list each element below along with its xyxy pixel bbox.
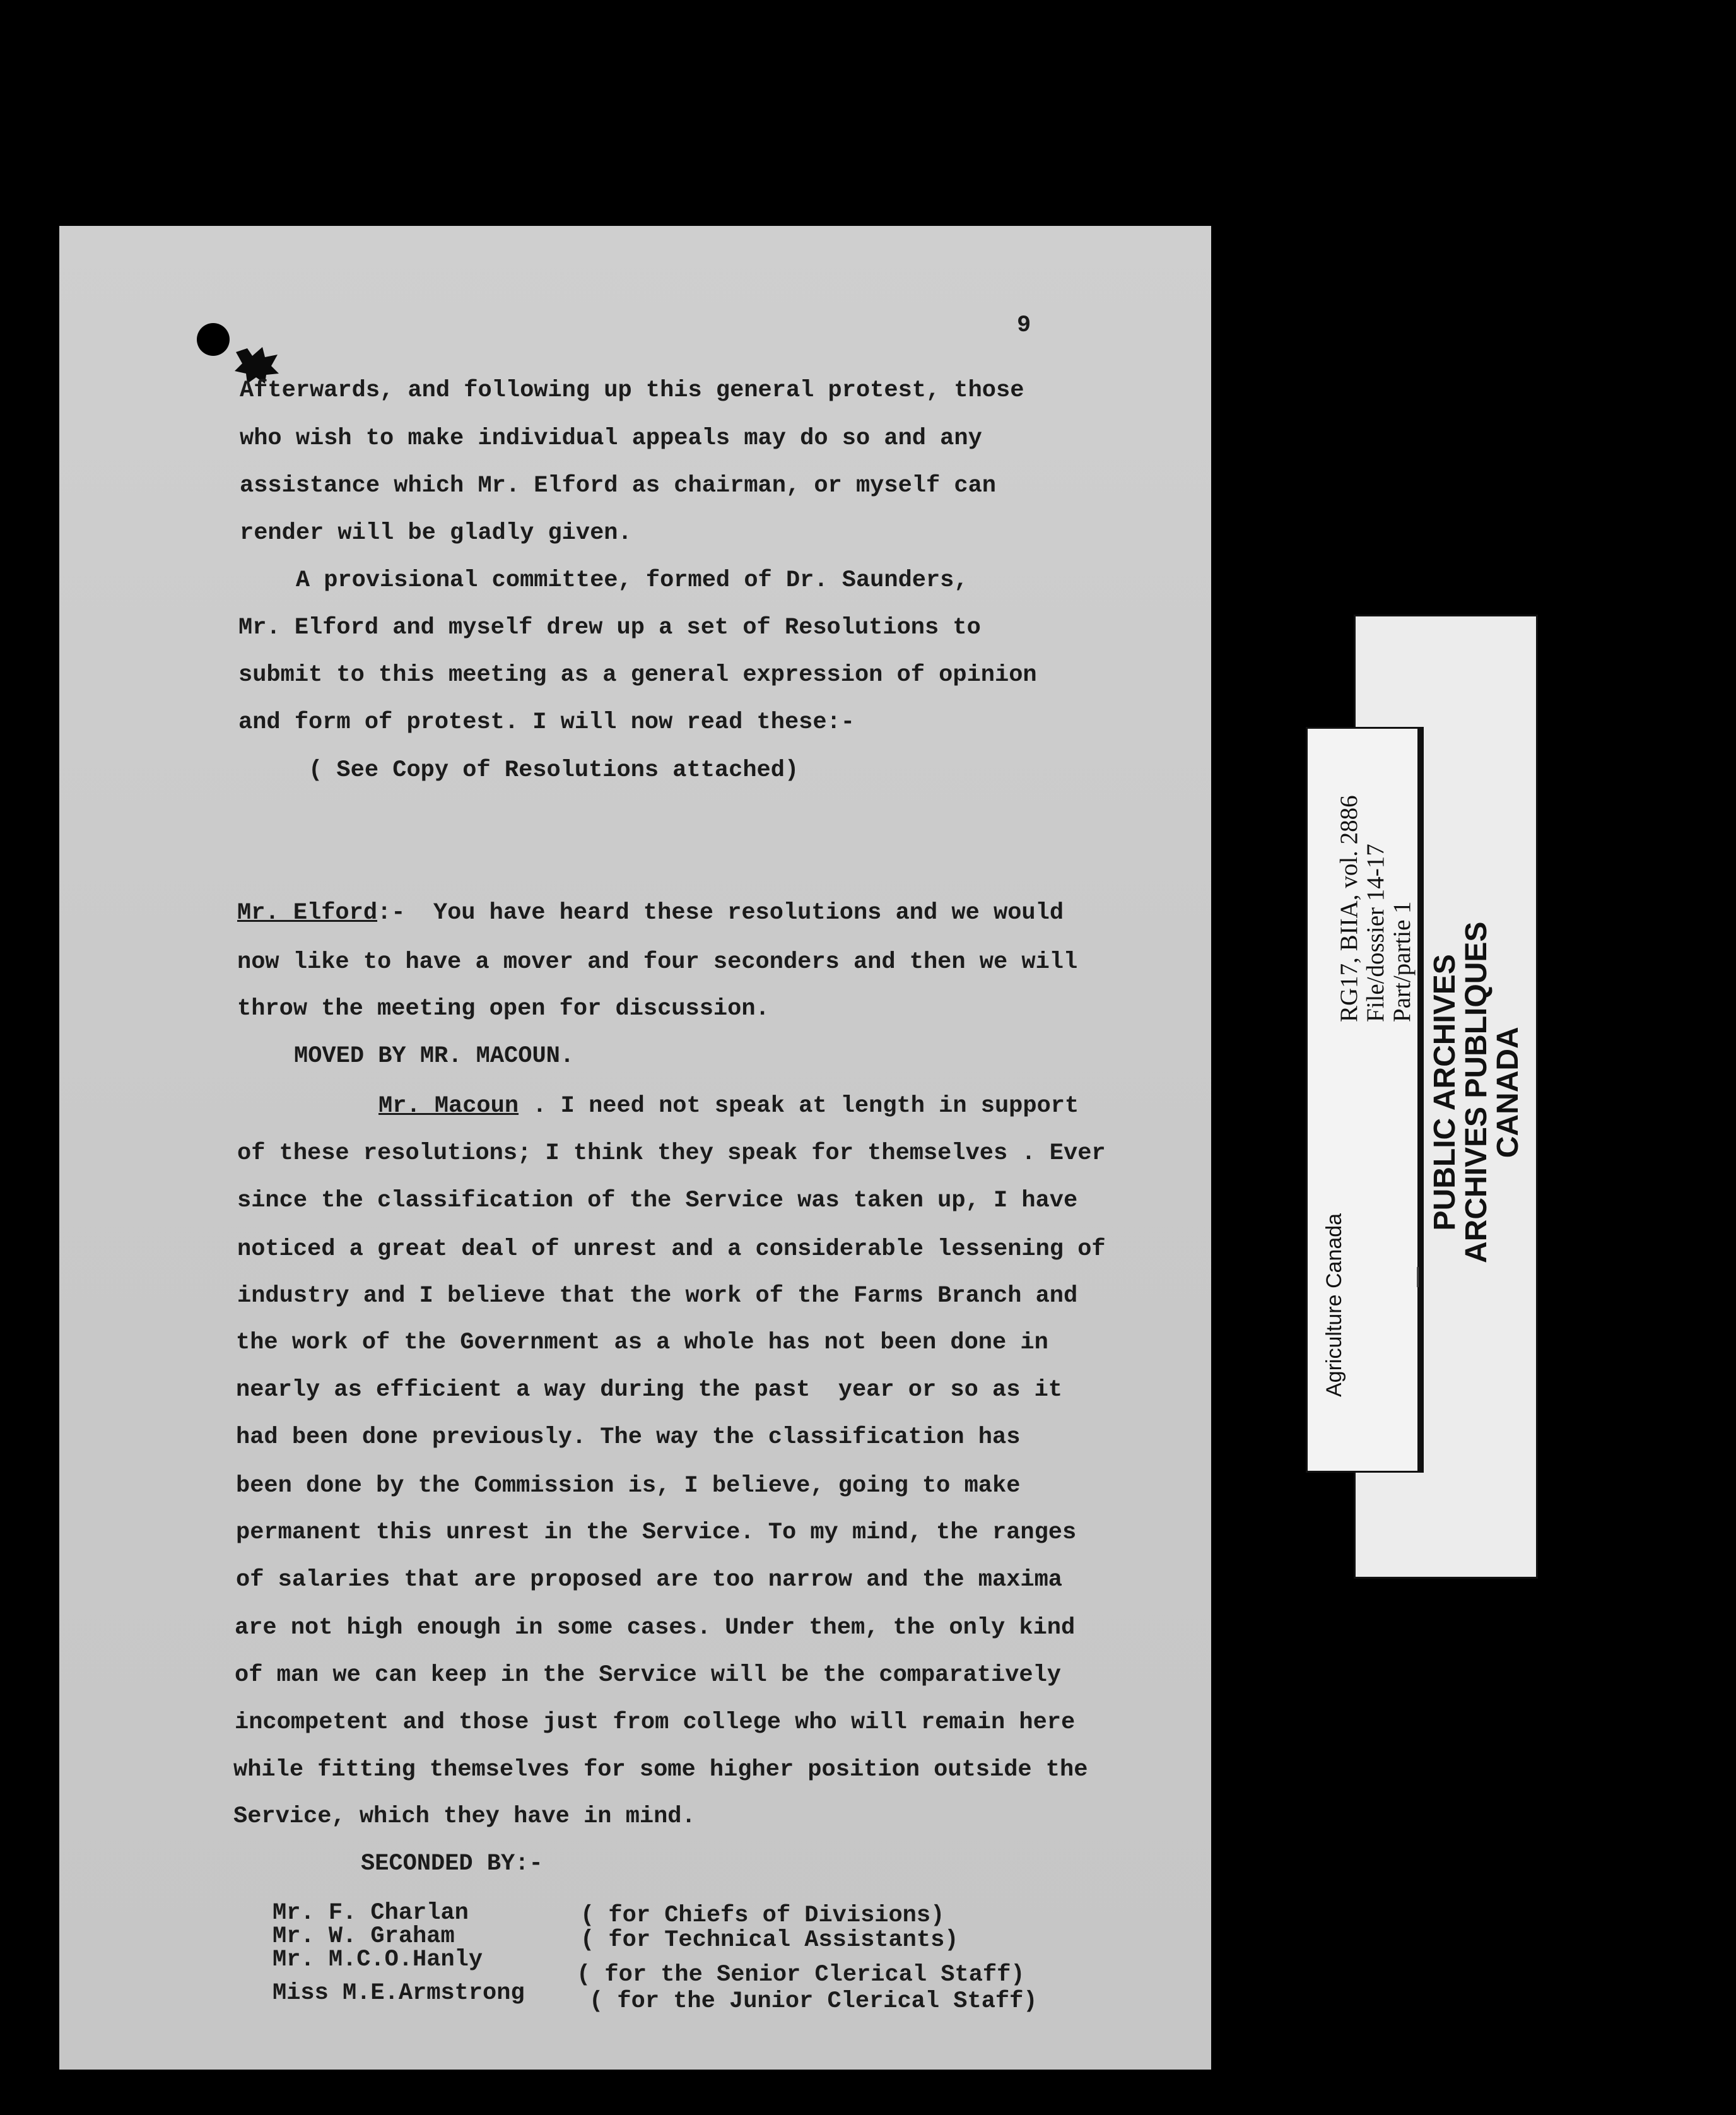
department-name: Agriculture Canada <box>1322 1213 1346 1397</box>
body-line: while fitting themselves for some higher position outside the <box>233 1757 1088 1783</box>
speaker-macoun: Mr. Macoun <box>378 1093 519 1119</box>
body-line: are not high enough in some cases. Under them, the only kind <box>235 1615 1076 1641</box>
resolutions-note: ( See Copy of Resolutions attached) <box>238 757 799 784</box>
body-line: nearly as efficient a way during the past year or so as it <box>236 1377 1063 1403</box>
body-line: assistance which Mr. Elford as chairman, or myself can <box>240 473 996 499</box>
reference-line: File/dossier 14-17 <box>1362 844 1389 1022</box>
body-line: industry and I believe that the work of the Farms Branch and <box>237 1283 1078 1309</box>
label-divider <box>1417 1267 1419 1287</box>
body-line: permanent this unrest in the Service. To my mind, the ranges <box>236 1519 1077 1546</box>
seconder-name: Mr. M.C.O.Hanly <box>273 1947 483 1973</box>
seconder-name: Mr. F. Charlan <box>273 1900 469 1926</box>
body-line: submit to this meeting as a general expression of opinion <box>238 662 1037 688</box>
seconded-by: SECONDED BY:- <box>361 1851 543 1877</box>
body-line: been done by the Commission is, I believe, going to make <box>236 1473 1021 1499</box>
body-line: A provisional committee, formed of Dr. Saunders, <box>240 567 968 594</box>
stamp-line: CANADA <box>1491 1027 1525 1158</box>
body-line: now like to have a mover and four seconders and then we will <box>237 949 1078 975</box>
body-line: render will be gladly given. <box>240 520 632 546</box>
seconder-role: ( for the Junior Clerical Staff) <box>589 1988 1038 2015</box>
reference-line: RG17, BIIA, vol. 2886 <box>1335 795 1363 1022</box>
body-line: throw the meeting open for discussion. <box>237 996 770 1022</box>
punch-hole <box>197 323 230 356</box>
stamp-line: PUBLIC ARCHIVES <box>1428 954 1462 1231</box>
body-line: the work of the Government as a whole has not been done in <box>236 1329 1048 1356</box>
moved-by: MOVED BY MR. MACOUN. <box>294 1043 575 1069</box>
body-line: since the classification of the Service was taken up, I have <box>237 1187 1078 1214</box>
body-line: Afterwards, and following up this general protest, those <box>240 377 1024 404</box>
body-line: of salaries that are proposed are too narrow and the maxima <box>236 1567 1063 1593</box>
seconder-role: ( for Chiefs of Divisions) <box>580 1902 945 1929</box>
seconder-role: ( for Technical Assistants) <box>580 1927 959 1953</box>
body-line: Mr. Elford and myself drew up a set of Resolutions to <box>238 615 981 641</box>
body-line: who wish to make individual appeals may do so and any <box>240 425 982 452</box>
body-line: of man we can keep in the Service will be the comparatively <box>235 1662 1062 1688</box>
stamp-line: ARCHIVES PUBLIQUES <box>1460 921 1493 1263</box>
body-line: Service, which they have in mind. <box>233 1803 696 1830</box>
elford-line <box>237 902 1064 925</box>
body-line: and form of protest. I will now read these:- <box>238 709 855 736</box>
body-line: noticed a great deal of unrest and a considerable lessening of <box>237 1236 1106 1263</box>
body-line: of these resolutions; I think they speak for themselves . Ever <box>237 1140 1106 1167</box>
seconder-name: Mr. W. Graham <box>273 1923 455 1950</box>
archives-stamp <box>1429 922 1524 1263</box>
macoun-line <box>378 1095 1079 1118</box>
seconder-role: ( for the Senior Clerical Staff) <box>577 1962 1025 1988</box>
body-line: incompetent and those just from college who will remain here <box>235 1709 1076 1736</box>
reference-line: Part/partie 1 <box>1388 901 1416 1022</box>
seconder-name: Miss M.E.Armstrong <box>273 1980 525 2006</box>
macoun-text: . I need not speak at length in support <box>519 1093 1079 1119</box>
elford-text: :- You have heard these resolutions and we would <box>377 900 1064 926</box>
speaker-elford: Mr. Elford <box>237 900 378 926</box>
page-number: 9 <box>1017 312 1031 339</box>
body-line: had been done previously. The way the classification has <box>236 1424 1021 1451</box>
archive-reference <box>1336 795 1416 1022</box>
